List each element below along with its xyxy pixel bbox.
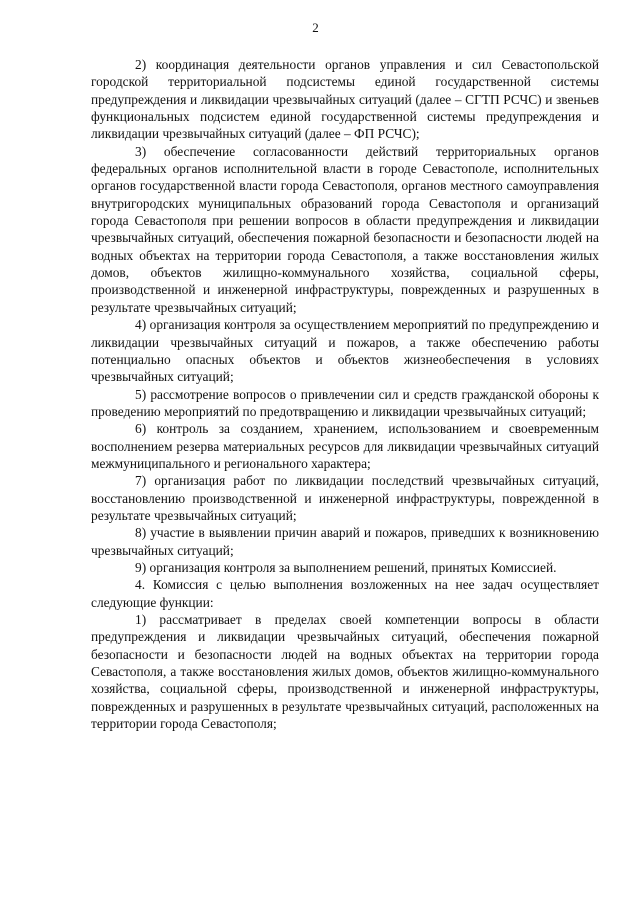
paragraph-item-7: 7) организация работ по ликвидации последствий чрезвычайных ситуаций, восстановлению производственной и инженерной инфраструктуры, поврежденной в результате чрезвычайных ситуаций; <box>91 473 599 523</box>
page-number: 2 <box>312 20 319 35</box>
paragraph-item-8: 8) участие в выявлении причин аварий и пожаров, приведших к возникновению чрезвычайных ситуаций; <box>91 525 599 558</box>
function-item-1: 1) рассматривает в пределах своей компетенции вопросы в области предупреждения и ликвидации чрезвычайных ситуаций, обеспечения пожарной безопасности и безопасности людей на водных объектах на территории города Севастополя, а также восстановления жилых домов, объектов жилищно-коммунального хозяйства, социальной сферы, производственной и инженерной инфраструктуры, поврежденных и разрушенных в результате чрезвычайных ситуаций, расположенных на территории города Севастополя; <box>91 612 599 732</box>
paragraph-item-4: 4) организация контроля за осуществлением мероприятий по предупреждению и ликвидации чрезвычайных ситуаций и пожаров, а также обеспечению работы потенциально опасных объектов и объектов жизнеобеспечения в условиях чрезвычайных ситуаций; <box>91 317 599 385</box>
document-body <box>91 56 599 732</box>
paragraph-item-2: 2) координация деятельности органов управления и сил Севастопольской городской территориальной подсистемы единой государственной системы предупреждения и ликвидации чрезвычайных ситуаций (далее – СГТП РСЧС) и звеньев функциональных подсистем единой государственной системы предупреждения и ликвидации чрезвычайных ситуаций (далее – ФП РСЧС); <box>91 57 599 142</box>
paragraph-item-5: 5) рассмотрение вопросов о привлечении сил и средств гражданской обороны к проведению мероприятий по предотвращению и ликвидации чрезвычайных ситуаций; <box>91 386 599 419</box>
paragraph-item-9: 9) организация контроля за выполнением решений, принятых Комиссией. <box>135 559 557 575</box>
paragraph-item-6: 6) контроль за созданием, хранением, использованием и своевременным восполнением резерва материальных ресурсов для ликвидации чрезвычайных ситуаций межмуниципального и регионального характера; <box>91 421 599 471</box>
paragraph-item-3: 3) обеспечение согласованности действий территориальных органов федеральных органов исполнительной власти в городе Севастополе, исполнительных органов государственной власти города Севастополя, органов местного самоуправления внутригородских муниципальных образований города Севастополя и организаций города Севастополя при решении вопросов в области предупреждения и ликвидации чрезвычайных ситуаций, обеспечения пожарной безопасности и безопасности людей на водных объектах на территории города Севастополя, а также восстановления жилых домов, объектов жилищно-коммунального хозяйства, социальной сферы, производственной и инженерной инфраструктуры, поврежденных и разрушенных в результате чрезвычайных ситуаций; <box>91 143 599 315</box>
section-4-intro: 4. Комиссия с целью выполнения возложенных на нее задач осуществляет следующие функции: <box>91 577 599 610</box>
